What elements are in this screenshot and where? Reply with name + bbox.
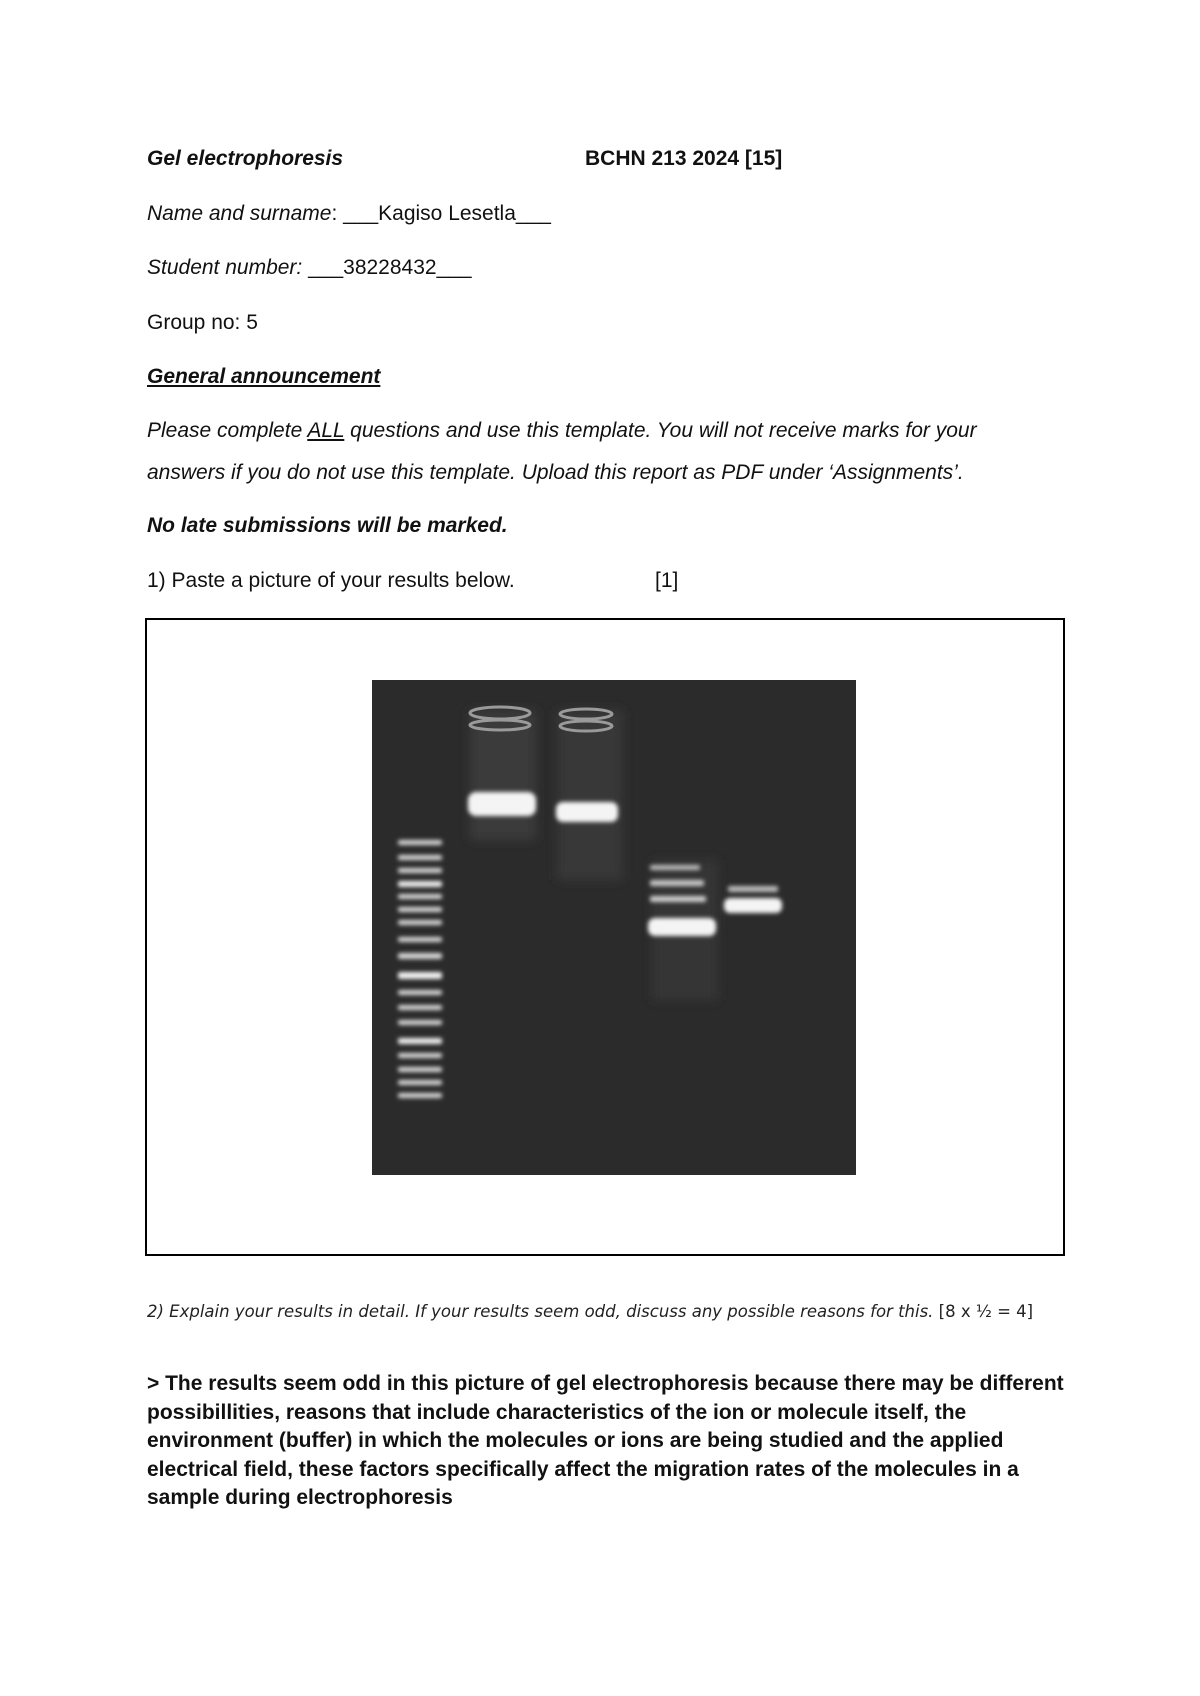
student-number-value: ___38228432___ [302, 256, 472, 279]
name-value: : ___Kagiso Lesetla___ [331, 202, 551, 225]
course-code: BCHN 213 2024 [15] [585, 147, 783, 170]
question-2-text: 2) Explain your results in detail. If your results seem odd, discuss any possible reasons for this. [147, 1302, 934, 1321]
late-submission-notice: No late submissions will be marked. [147, 514, 508, 537]
question-2-marks: [8 x ½ = 4] [933, 1302, 1034, 1321]
announcement-heading: General announcement [147, 365, 381, 388]
question-2-prompt [147, 1296, 1047, 1327]
announcement-text-after: questions and use this template. You will not receive marks for your [344, 419, 977, 442]
announcement-line-2: answers if you do not use this template. Upload this report as PDF under ‘Assignments’. [147, 461, 964, 484]
announcement-emphasis: ALL [307, 419, 345, 442]
name-line [147, 202, 551, 226]
student-number-line [147, 256, 472, 280]
document-title: Gel electrophoresis [147, 147, 344, 170]
announcement-line-1 [147, 419, 977, 443]
answer-text: > The results seem odd in this picture of gel electrophoresis because there may be different possibillities, reasons that include characteristics of the ion or molecule itself, the environment (buffer) in which the molecules or ions are being studied and the applied electrical field, these factors specifically affect the migration rates of the molecules in a sample during electrophoresis [147, 1372, 1064, 1509]
group-number: Group no: 5 [147, 311, 258, 334]
question-1-prompt: 1) Paste a picture of your results below. [147, 569, 515, 592]
announcement-text-before: Please complete [147, 419, 308, 442]
gel-electrophoresis-image [372, 680, 856, 1175]
question-1-marks: [1] [655, 569, 679, 592]
name-label: Name and surname [147, 202, 332, 225]
student-number-label: Student number: [147, 256, 303, 279]
